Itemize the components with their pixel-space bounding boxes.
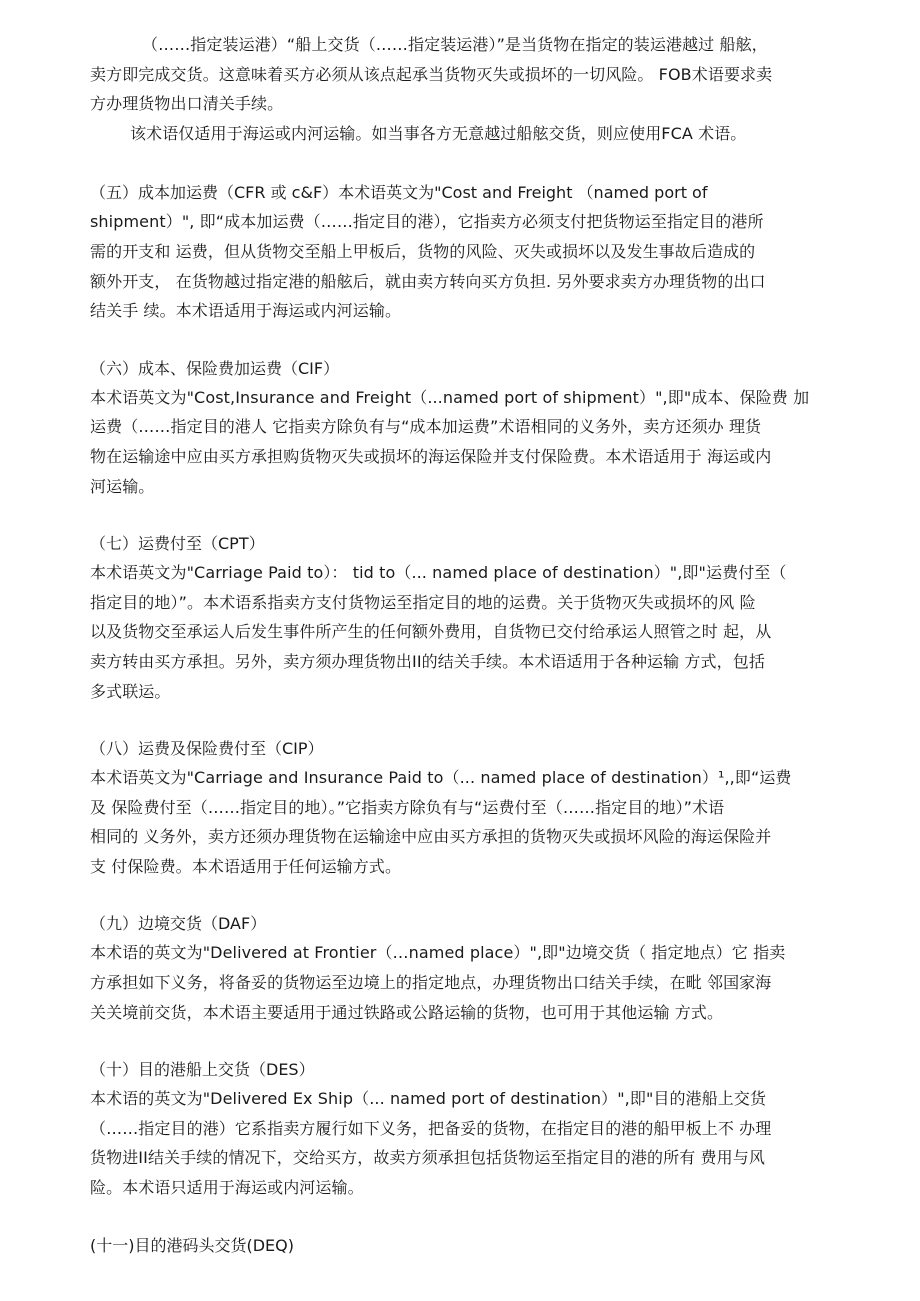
section-cfr (90, 178, 835, 325)
section-heading: (十一)目的港码头交货(DEQ) (90, 1235, 294, 1255)
section-deq (90, 1231, 835, 1260)
section-line: 以及货物交至承运人后发生事件所产生的任何额外费用，自货物已交付给承运人照管之时 起，从 (90, 622, 772, 642)
section-cpt (90, 529, 835, 706)
section-des (90, 1055, 835, 1202)
section-line: 需的开支和 运费，但从货物交至船上甲板后，货物的风险、灭失或损坏以及发生事故后造成的 (90, 241, 756, 261)
section-line: 本术语英文为"Carriage and Insurance Paid to（... named place of destination）¹,,即“运费 (90, 768, 792, 788)
section-heading: （十）目的港船上交货（DES） (90, 1060, 315, 1080)
section-heading: （七）运费付至（CPT） (90, 534, 265, 554)
intro-line: 该术语仅适用于海运或内河运输。如当事各方无意越过船舷交货，则应使用FCA 术语。 (130, 123, 747, 143)
section-line: 指定目的地）”。本术语系指卖方支付货物运至指定目的地的运费。关于货物灭失或损坏的风 险 (90, 592, 756, 612)
section-line: 物在运输途中应由买方承担购货物灭失或损坏的海运保险并支付保险费。本术语适用于 海运或内 (90, 446, 772, 466)
section-heading: （九）边境交货（DAF） (90, 914, 267, 934)
section-line: 本术语的英文为"Delivered at Frontier（…named place）",即"边境交货（ 指定地点）它 指卖 (90, 943, 786, 963)
section-daf (90, 909, 835, 1027)
section-line: 关关境前交货，本术语主要适用于通过铁路或公路运输的货物，也可用于其他运输 方式。 (90, 1002, 724, 1022)
intro-line: 卖方即完成交货。这意味着买方必须从该点起承当货物灭失或损坏的一切风险。 FOB术语要求卖 (90, 64, 773, 84)
section-line: 多式联运。 (90, 681, 171, 701)
section-line: 河运输。 (90, 476, 155, 496)
intro-line: 方办理货物出口清关手续。 (90, 94, 284, 114)
section-line: 本术语的英文为"Delivered Ex Ship（... named port of destination）",即"目的港船上交货 (90, 1089, 767, 1109)
section-cif (90, 354, 835, 501)
intro-line: （……指定装运港）“船上交货（……指定装运港）”是当货物在指定的装运港越过 船舷， (142, 35, 768, 54)
section-line: 货物进II结关手续的情况下，交给买方，故卖方须承担包括货物运至指定目的港的所有 费用与风 (90, 1148, 765, 1168)
section-line: 及 保险费付至（……指定目的地）。”它指卖方除负有与“运费付至（……指定目的地）”术语 (90, 797, 725, 817)
intro-paragraph (90, 30, 835, 148)
section-heading: （六）成本、保险费加运费（CIF） (90, 358, 340, 378)
section-heading: （五）成本加运费（CFR 或 c&F）本术语英文为"Cost and Freight （named port of (90, 183, 708, 203)
section-line: 卖方转由买方承担。另外，卖方须办理货物出II的结关手续。本术语适用于各种运输 方式，包括 (90, 651, 765, 671)
section-line: 支 付保险费。本术语适用于任何运输方式。 (90, 856, 402, 876)
section-line: 运费（……指定目的港人 它指卖方除负有与“成本加运费”术语相同的义务外，卖方还须办 理货 (90, 417, 762, 437)
section-cip (90, 734, 835, 881)
section-line: 本术语英文为"Carriage Paid to）： tid to（... named place of destination）",即"运费付至（ (90, 563, 787, 583)
section-line: 结关手 续。本术语适用于海运或内河运输。 (90, 301, 402, 321)
section-heading: （八）运费及保险费付至（CIP） (90, 739, 324, 759)
section-line: 相同的 义务外，卖方还须办理货物在运输途中应由买方承担的货物灭失或损坏风险的海运保险并 (90, 827, 772, 847)
document-body (90, 30, 835, 1288)
section-line: （……指定目的港）它系指卖方履行如下义务，把备妥的货物，在指定目的港的船甲板上不 办理 (90, 1118, 772, 1138)
section-line: 方承担如下义务，将备妥的货物运至边境上的指定地点，办理货物出口结关手续，在毗 邻国家海 (90, 973, 772, 993)
section-line: shipment）", 即“成本加运费（……指定目的港），它指卖方必须支付把货物运至指定目的港所 (90, 212, 764, 232)
section-line: 额外开支， 在货物越过指定港的船舷后，就由卖方转向买方负担. 另外要求卖方办理货物的出口 (90, 271, 766, 291)
section-line: 本术语英文为"Cost,Insurance and Freight（...named port of shipment）",即"成本、保险费 加 (90, 387, 810, 407)
section-line: 险。本术语只适用于海运或内河运输。 (90, 1178, 364, 1198)
